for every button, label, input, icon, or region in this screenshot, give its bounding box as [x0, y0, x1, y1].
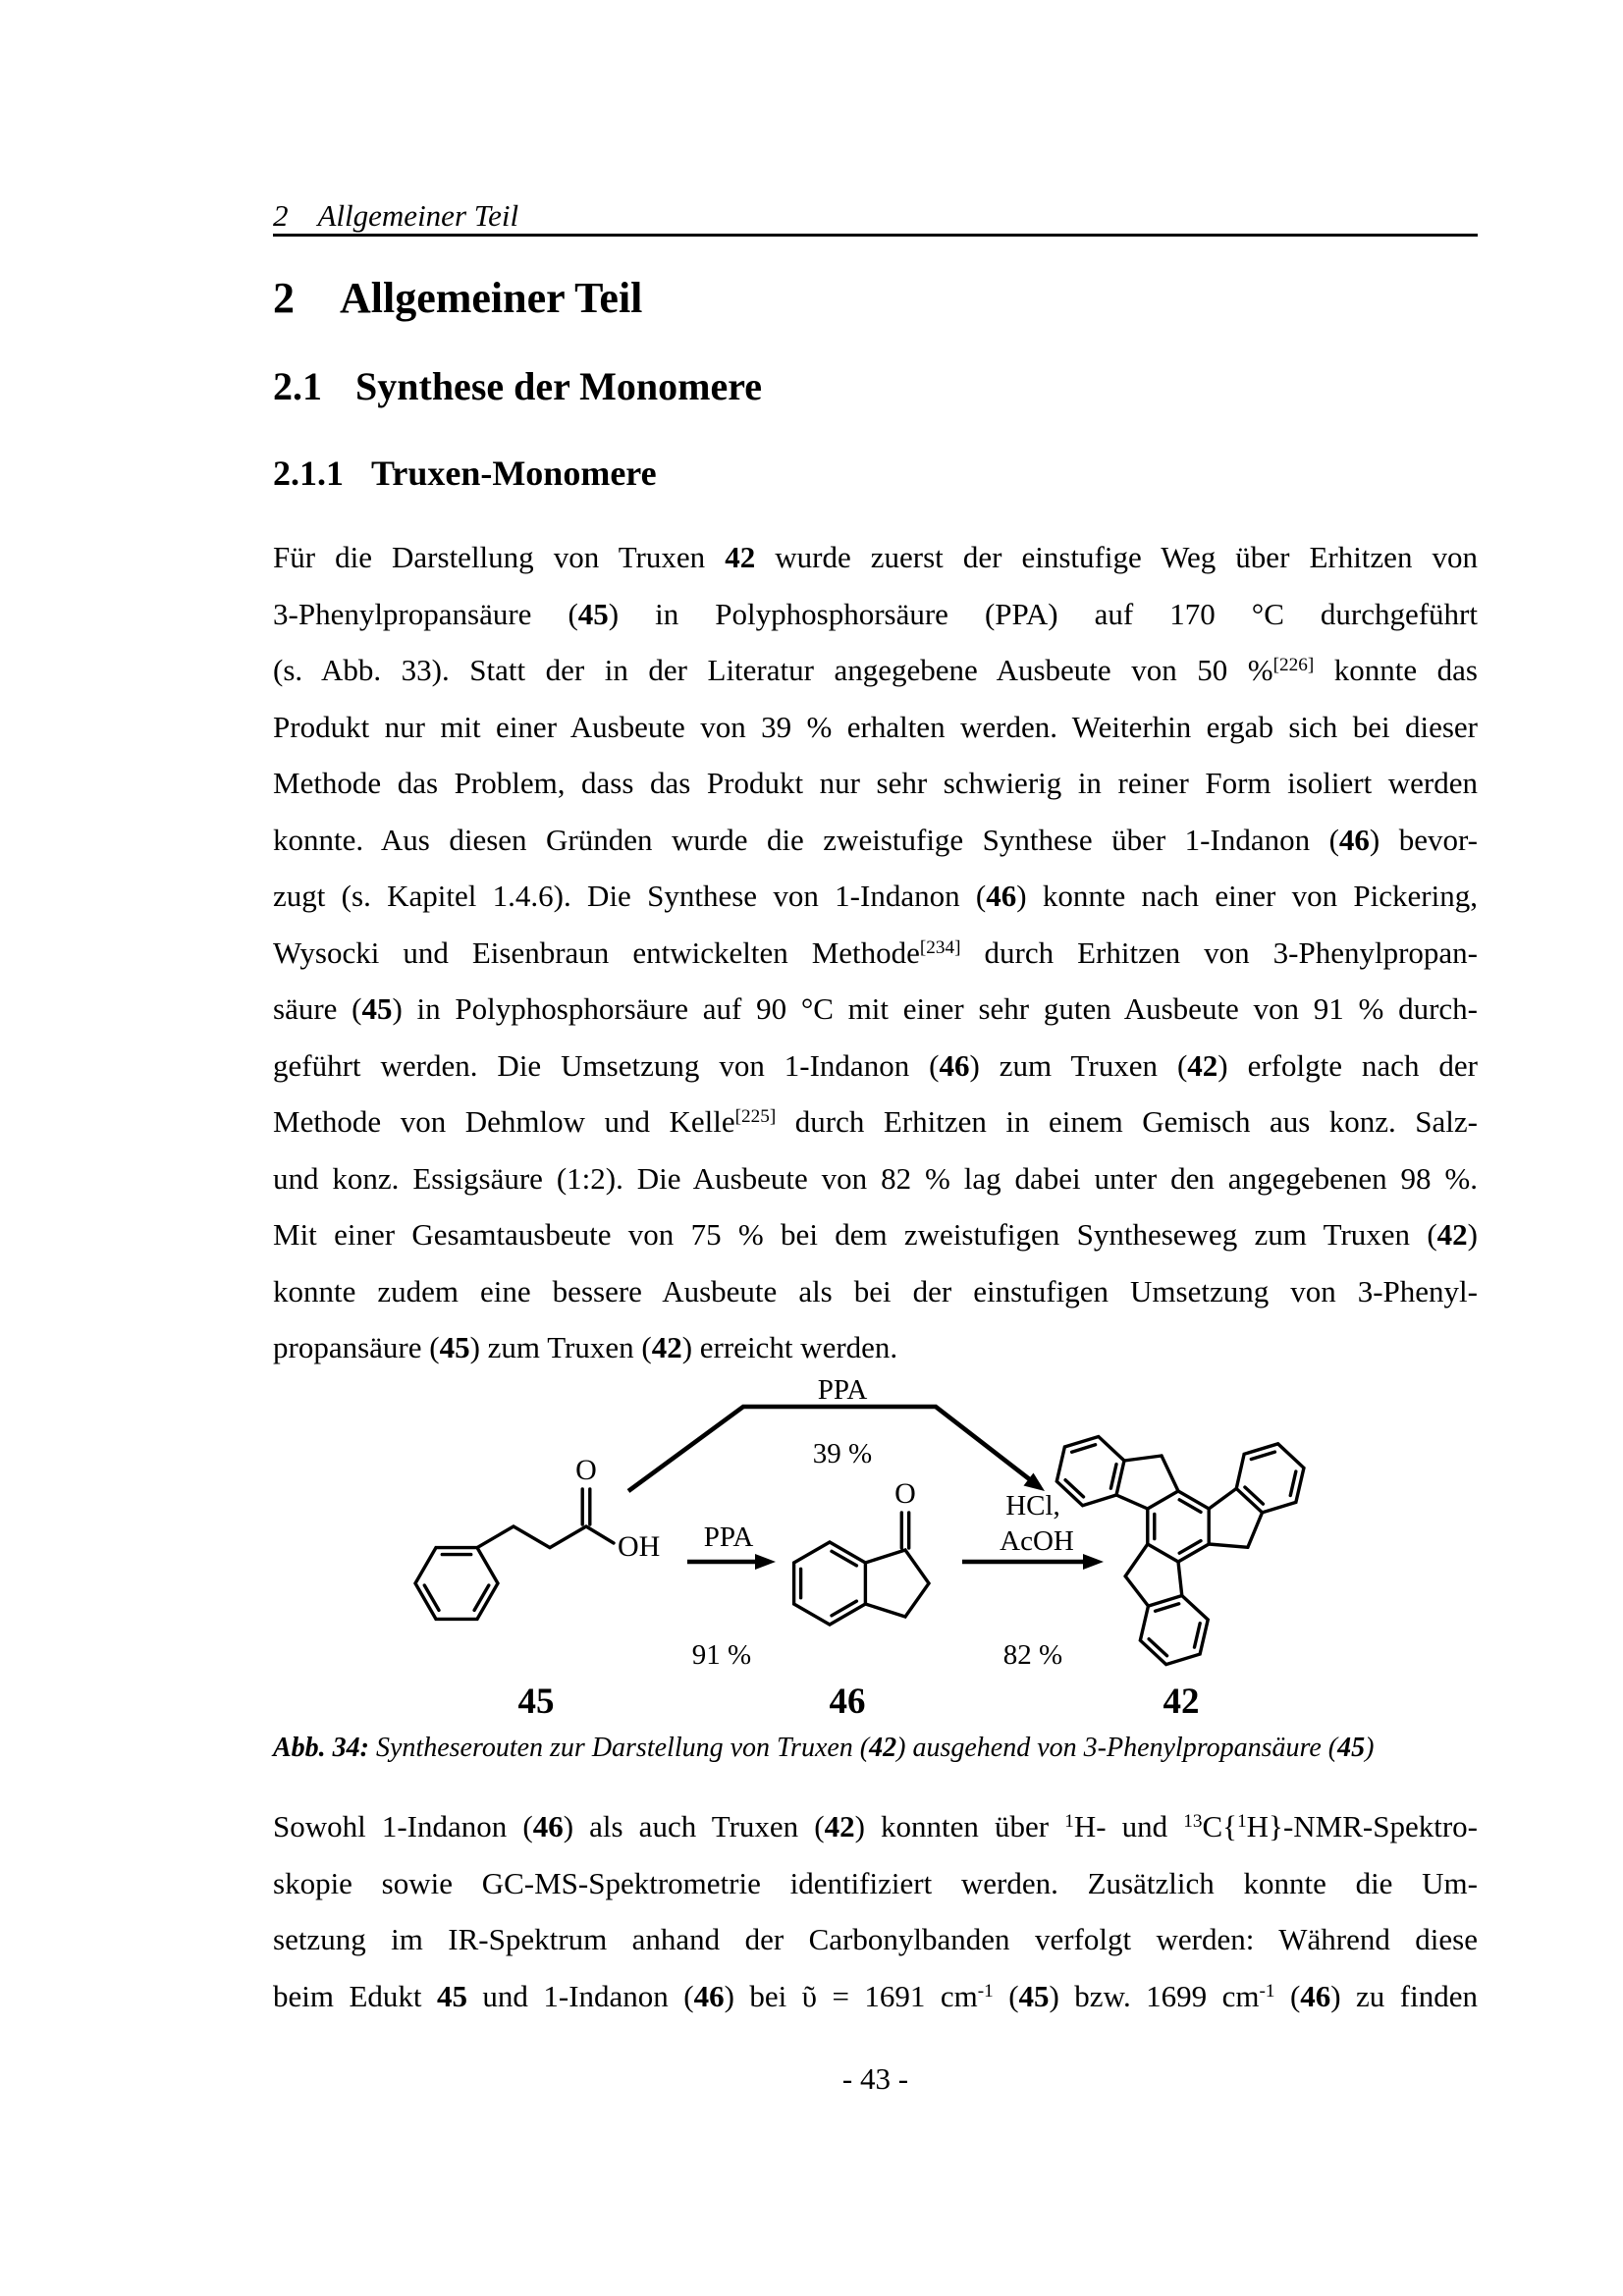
text-segment: Syntheserouten zur Darstellung von Truxen ( — [369, 1733, 870, 1763]
text-segment: Wysocki und Eisenbraun entwickelten Methode — [273, 934, 920, 970]
text-line — [273, 1206, 1478, 1263]
text-line — [273, 1911, 1478, 1968]
text-segment: ) konnten über — [854, 1809, 1065, 1843]
text-segment: H- und — [1073, 1809, 1184, 1843]
acid-OH-label: OH — [618, 1530, 661, 1563]
text-segment: 45 — [436, 1978, 467, 2013]
text-segment: konnte das — [1314, 653, 1479, 687]
step1-yield-label: 91 % — [691, 1639, 752, 1671]
text-segment: C{ — [1202, 1809, 1238, 1843]
text-segment: ) bevor- — [1369, 822, 1479, 857]
text-segment: 1 — [1064, 1811, 1074, 1833]
text-segment: -1 — [1259, 1980, 1275, 2002]
step2-reagent-line2: AcOH — [1000, 1525, 1074, 1557]
text-segment: geführt werden. Die Umsetzung von 1-Indanon ( — [273, 1047, 940, 1083]
text-segment: [234] — [919, 936, 961, 958]
text-segment: Mit einer Gesamtausbeute von 75 % bei dem zweistufigen Syntheseweg zum Truxen ( — [273, 1217, 1437, 1252]
one-step-reagent-label: PPA — [817, 1374, 868, 1406]
running-header-title: Allgemeiner Teil — [317, 198, 519, 233]
text-segment: 3-Phenylpropansäure ( — [273, 596, 578, 631]
text-segment: Produkt nur mit einer Ausbeute von 39 % erhalten werden. Weiterhin ergab sich bei dieser — [273, 709, 1478, 744]
text-segment: 45 — [1018, 1978, 1050, 2013]
step2-arrow — [962, 1490, 1104, 1671]
text-segment: ) konnte nach einer von Pickering, — [1016, 879, 1478, 913]
text-line — [273, 1263, 1478, 1320]
chapter-title: Allgemeiner Teil — [340, 274, 643, 322]
section-number: 2.1 — [273, 364, 322, 408]
text-segment: 45 — [439, 1330, 470, 1364]
step1-arrow — [687, 1522, 776, 1671]
text-line — [273, 586, 1478, 643]
molecule-46-structure — [794, 1477, 929, 1625]
text-line — [273, 1150, 1478, 1207]
text-segment: ) zu finden — [1330, 1978, 1478, 2013]
text-line — [273, 1968, 1478, 2025]
text-line — [273, 1798, 1478, 1855]
text-segment: (s. Abb. 33). Statt der in der Literatur angegebene Ausbeute von 50 % — [273, 653, 1273, 687]
text-segment: ) bei ῦ = 1691 cm — [724, 1978, 978, 2013]
text-segment: säure ( — [273, 991, 362, 1026]
text-line — [273, 755, 1478, 812]
text-segment: [226] — [1272, 655, 1315, 676]
step2-yield-label: 82 % — [1002, 1639, 1063, 1671]
text-segment: 46 — [986, 879, 1017, 913]
text-line — [273, 1038, 1478, 1095]
one-step-route-arrow — [628, 1374, 1045, 1491]
compound-label-42: 42 — [1163, 1682, 1200, 1722]
text-line — [273, 868, 1478, 925]
text-segment: H}-NMR-Spektro- — [1246, 1809, 1478, 1843]
text-segment: ) zum Truxen ( — [969, 1047, 1188, 1083]
text-segment: ) zum Truxen ( — [469, 1330, 652, 1364]
text-line — [273, 1094, 1478, 1150]
compound-label-46: 46 — [829, 1682, 866, 1722]
text-segment: konnte. Aus diesen Gründen wurde die zweistufige Synthese über 1-Indanon ( — [273, 822, 1339, 857]
text-line — [273, 1319, 1478, 1376]
reaction-scheme — [275, 1369, 1355, 1728]
text-segment: ) in Polyphosphorsäure (PPA) auf 170 °C durchgeführt — [608, 596, 1478, 631]
text-segment: 1 — [1237, 1811, 1247, 1833]
text-segment: ) erreicht werden. — [681, 1330, 898, 1364]
text-line — [273, 529, 1478, 586]
running-header-number: 2 — [273, 198, 289, 233]
molecule-42-structure — [1056, 1430, 1317, 1677]
text-line — [273, 1855, 1478, 1912]
page-number: - 43 - — [841, 2061, 909, 2096]
text-segment: 42 — [1436, 1217, 1468, 1252]
text-segment: ) als auch Truxen ( — [563, 1809, 825, 1843]
text-segment: 45 — [361, 991, 393, 1026]
text-segment: ) — [1467, 1217, 1478, 1252]
chapter-heading — [273, 275, 642, 322]
text-line — [273, 981, 1478, 1038]
text-segment: 46 — [939, 1047, 970, 1083]
subsection-title: Truxen-Monomere — [371, 454, 657, 493]
text-segment: ) bzw. 1699 cm — [1049, 1978, 1260, 2013]
text-line — [273, 925, 1478, 982]
text-segment: ) erfolgte nach der — [1217, 1047, 1478, 1083]
subsection-heading — [273, 454, 657, 493]
molecule-45-structure — [415, 1454, 660, 1619]
subsection-number: 2.1.1 — [273, 454, 344, 493]
text-segment: 42 — [1187, 1047, 1218, 1083]
step2-reagent-line1: HCl, — [1005, 1490, 1060, 1522]
text-segment: 42 — [725, 540, 756, 574]
ketone-O-label: O — [894, 1477, 916, 1510]
one-step-yield-label: 39 % — [812, 1438, 873, 1469]
text-segment: wurde zuerst der einstufige Weg über Erhitzen von — [755, 540, 1478, 574]
text-segment: beim Edukt — [273, 1978, 437, 2013]
text-segment: skopie sowie GC-MS-Spektrometrie identifiziert werden. Zusätzlich konnte die Um- — [273, 1865, 1478, 1900]
text-segment: und 1-Indanon ( — [466, 1978, 694, 2013]
step1-reagent-label: PPA — [703, 1522, 754, 1553]
text-segment: Methode das Problem, dass das Produkt nur sehr schwierig in reiner Form isoliert werden — [273, 766, 1478, 800]
text-segment: -1 — [977, 1980, 994, 2002]
compound-label-45: 45 — [517, 1682, 555, 1722]
acid-carbonyl-O-label: O — [575, 1454, 597, 1486]
text-segment: ) in Polyphosphorsäure auf 90 °C mit einer sehr guten Ausbeute von 91 % durch- — [392, 991, 1479, 1026]
text-segment: Abb. 34: — [273, 1733, 369, 1763]
text-segment: durch Erhitzen in einem Gemisch aus konz. Salz- — [776, 1104, 1478, 1139]
running-header — [273, 198, 518, 234]
text-segment: durch Erhitzen von 3-Phenylpropan- — [960, 934, 1478, 970]
text-segment: 13 — [1183, 1811, 1203, 1833]
text-segment: 42 — [869, 1733, 897, 1763]
indane-unit — [1056, 1437, 1178, 1510]
figure-caption — [273, 1731, 1540, 1766]
text-segment: ( — [993, 1978, 1019, 2013]
text-line — [273, 642, 1478, 699]
text-segment: 42 — [651, 1330, 682, 1364]
text-line — [273, 699, 1478, 756]
text-segment: 45 — [1337, 1733, 1366, 1763]
text-segment: Methode von Dehmlow und Kelle — [273, 1104, 735, 1139]
section-title: Synthese der Monomere — [355, 364, 763, 408]
text-segment: ) — [1365, 1733, 1375, 1763]
text-segment: 46 — [1338, 822, 1370, 857]
text-segment: 46 — [1300, 1978, 1331, 2013]
text-segment: 42 — [824, 1809, 855, 1843]
text-segment: [225] — [734, 1106, 777, 1128]
text-line — [273, 812, 1478, 869]
paragraph-2 — [273, 1798, 1478, 2024]
text-segment: Für die Darstellung von Truxen — [273, 540, 726, 574]
text-segment: 45 — [577, 596, 609, 631]
text-segment: konnte zudem eine bessere Ausbeute als bei der einstufigen Umsetzung von 3-Phenyl- — [273, 1273, 1478, 1308]
text-segment: zugt (s. Kapitel 1.4.6). Die Synthese von 1-Indanon ( — [273, 879, 987, 913]
paragraph-1 — [273, 529, 1478, 1376]
text-segment: Sowohl 1-Indanon ( — [273, 1809, 533, 1843]
text-segment: 46 — [693, 1978, 725, 2013]
chapter-number: 2 — [273, 274, 295, 322]
text-segment: 46 — [532, 1809, 564, 1843]
text-segment: ) ausgehend von 3-Phenylpropansäure ( — [896, 1733, 1338, 1763]
text-segment: setzung im IR-Spektrum anhand der Carbonylbanden verfolgt werden: Während diese — [273, 1922, 1478, 1956]
text-segment: und konz. Essigsäure (1:2). Die Ausbeute von 82 % lag dabei unter den angegebenen 98 %. — [273, 1160, 1478, 1196]
text-segment: ( — [1274, 1978, 1301, 2013]
header-rule — [273, 234, 1478, 237]
section-heading — [273, 365, 762, 408]
text-segment: propansäure ( — [273, 1330, 440, 1364]
